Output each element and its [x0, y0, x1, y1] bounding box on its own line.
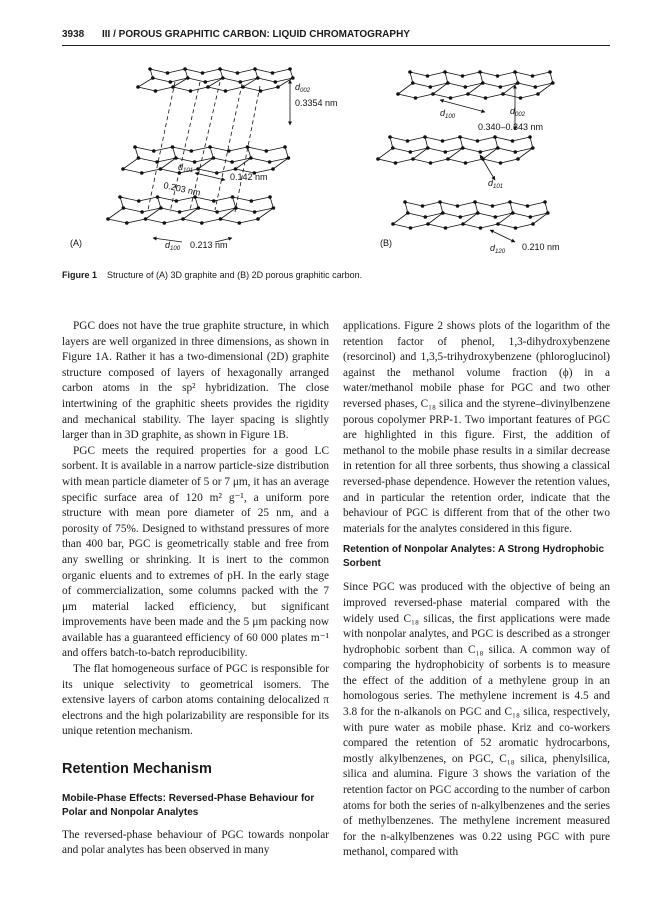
left-paragraph-1: PGC does not have the true graphite structure, in which layers are well organized in three dimensions, as shown in Figure 1A. Rather it has a two-dimensional (2D) graphite structure composed of layers of hexagonally arranged carbon atoms in the sp² hybridization. The close intertwining of the graphitic sheets provides the rigidity and mechanical stability. The layer spacing is slightly larger than in 3D graphite, as shown in Figure 1B.	[62, 320, 329, 442]
a-d101-sub: 101	[183, 168, 194, 174]
svg-text:d101	[488, 178, 503, 190]
caption-label: Figure 1	[62, 270, 98, 280]
caption-text: Structure of (A) 3D graphite and (B) 2D porous graphitic carbon.	[107, 270, 363, 280]
a-d101-label: d	[178, 162, 184, 172]
b-d120-sub: 120	[495, 249, 506, 255]
page-number: 3938	[62, 29, 85, 40]
panel-a-label: (A)	[70, 238, 82, 248]
svg-text:d120	[490, 243, 506, 255]
b-d100-sub: 100	[445, 114, 456, 120]
subsection-heading-nonpolar: Retention of Nonpolar Analytes: A Strong Hydrophobic Sorbent	[343, 544, 605, 570]
a-d002-sub: 002	[300, 88, 311, 94]
b-spacing-label: 0.340–0.343 nm	[478, 122, 544, 132]
right-column	[343, 319, 610, 861]
stacking-lines	[148, 82, 260, 212]
panel-b-label: (B)	[380, 238, 392, 248]
left-paragraph-3: The flat homogeneous surface of PGC is responsible for its unique selectivity to geometrical isomers. The extensive layers of carbon atoms containing delocalized π electrons and the high polarizability are responsible for its unique retention mechanism.	[62, 663, 329, 738]
b-d120-label: d	[490, 243, 496, 253]
a-d100-value: 0.213 nm	[190, 240, 228, 250]
a-layer-top	[136, 67, 294, 93]
running-header	[62, 26, 610, 46]
header-rule	[62, 45, 610, 46]
b-d002-label: d	[510, 106, 516, 116]
figure-1	[70, 60, 610, 260]
section-heading: Retention Mechanism	[62, 761, 212, 778]
svg-text:d002	[510, 106, 526, 118]
b-d120-arrow	[490, 230, 515, 242]
left-paragraph-4: The reversed-phase behaviour of PGC towards nonpolar and polar analytes has been observed in many	[62, 828, 329, 857]
b-d100-arrow	[440, 100, 485, 112]
b-layer-top	[396, 70, 554, 100]
b-d002-sub: 002	[515, 112, 526, 118]
b-layer-bottom	[391, 200, 549, 230]
graphite-structure-diagram	[70, 60, 610, 260]
b-d100-label: d	[440, 108, 446, 118]
svg-text:d100	[440, 108, 456, 120]
b-d101-sub: 101	[493, 184, 504, 190]
a-layer-middle	[121, 145, 290, 175]
a-layer-bottom	[106, 195, 275, 225]
right-paragraph-2: Since PGC was produced with the objective of being an improved reversed-phase material compared with the widely used C₁₈ silicas, the first applications were made with nonpolar analytes, and PGC is described as a stronger hydrophobic sorbent than C₁₈ silica. A common way of comparing the hydrophobicity of sorbents is to measure the effect of the addition of a methylene group in an homologous series. The methylene increment is 4.5 and 3.8 for the n-alkanols on PGC and C₁₈ silica, respectively, with pure water as mobile phase. Kriz and co-workers compared the retention of 52 aromatic hydrocarbons, mostly alkylbenzenes, on PGC, C₁₈ silica, phenylsilica, silica and alumina. Figure 3 shows the variation of the retention factor on PGC according to the number of carbon atoms for both the series of n-alkylbenzenes and the series of methylbenzenes. The methylene increment measured for the n-alkylbenzenes was 0.22 using PGC with pure methanol, compared with	[343, 581, 610, 859]
b-d101-arrow	[480, 155, 495, 180]
b-d120-value: 0.210 nm	[522, 242, 560, 252]
b-d101-label: d	[488, 178, 494, 188]
a-d101-arrow	[195, 173, 225, 180]
svg-text:d002	[295, 82, 311, 94]
a-d002-label: d	[295, 82, 301, 92]
left-column	[62, 319, 329, 859]
running-title: III / POROUS GRAPHITIC CARBON: LIQUID CHROMATOGRAPHY	[102, 29, 410, 40]
a-spacing-label: 0.3354 nm	[295, 98, 338, 108]
a-d100-label: d	[165, 240, 171, 250]
b-layer-middle	[376, 135, 534, 165]
figure-caption	[62, 270, 610, 280]
right-paragraph-1: applications. Figure 2 shows plots of the logarithm of the retention factor of phenol, 1,3-dihydroxybenzene (resorcinol) and 1,3,5-trihydroxybenzene (phloroglucinol) against the methanol volume fraction (ϕ) in a water/methanol mobile phase for PGC and two other reversed phases, C₁₈ silica and the styrene–divinylbenzene porous copolymer PRP-1. Two important features of PGC are highlighted in this figure. First, the addition of methanol to the mobile phase results in a similar decrease in retention for all three sorbents, thus showing a classical reversed-phase dependence. However the retention values, and in particular the retention order, indicate that the behaviour of PGC is different from that of the other two materials for the analytes considered in this figure.	[343, 320, 610, 535]
subsection-heading-mobile-phase: Mobile-Phase Effects: Reversed-Phase Behaviour for Polar and Nonpolar Analytes	[62, 792, 315, 818]
a-d100-sub: 100	[170, 246, 181, 252]
left-paragraph-2: PGC meets the required properties for a good LC sorbent. It is available in a narrow particle-size distribution with mean particle diameter of 5 or 7 μm, it has an average specific surface area of 120 m² g⁻¹, a uniform pore structure with mean pore diameter of 25 nm, and a porosity of 75%. Designed to withstand pressures of more than 400 bar, PGC is geometrically stable and free from any swelling or shrinking. It is inert to the common organic eluents and to extremes of pH. In the early stage of commercialization, some columns packed with the 7 μm material lacked efficiency, but significant improvements have been made and the 5 μm packing now available has a guaranteed efficiency of 60 000 plates m⁻¹ and offers batch-to-batch reproducibility.	[62, 444, 329, 660]
a-d203-label: 0.203 nm	[162, 180, 202, 198]
a-bond-label: 0.142 nm	[230, 172, 268, 182]
